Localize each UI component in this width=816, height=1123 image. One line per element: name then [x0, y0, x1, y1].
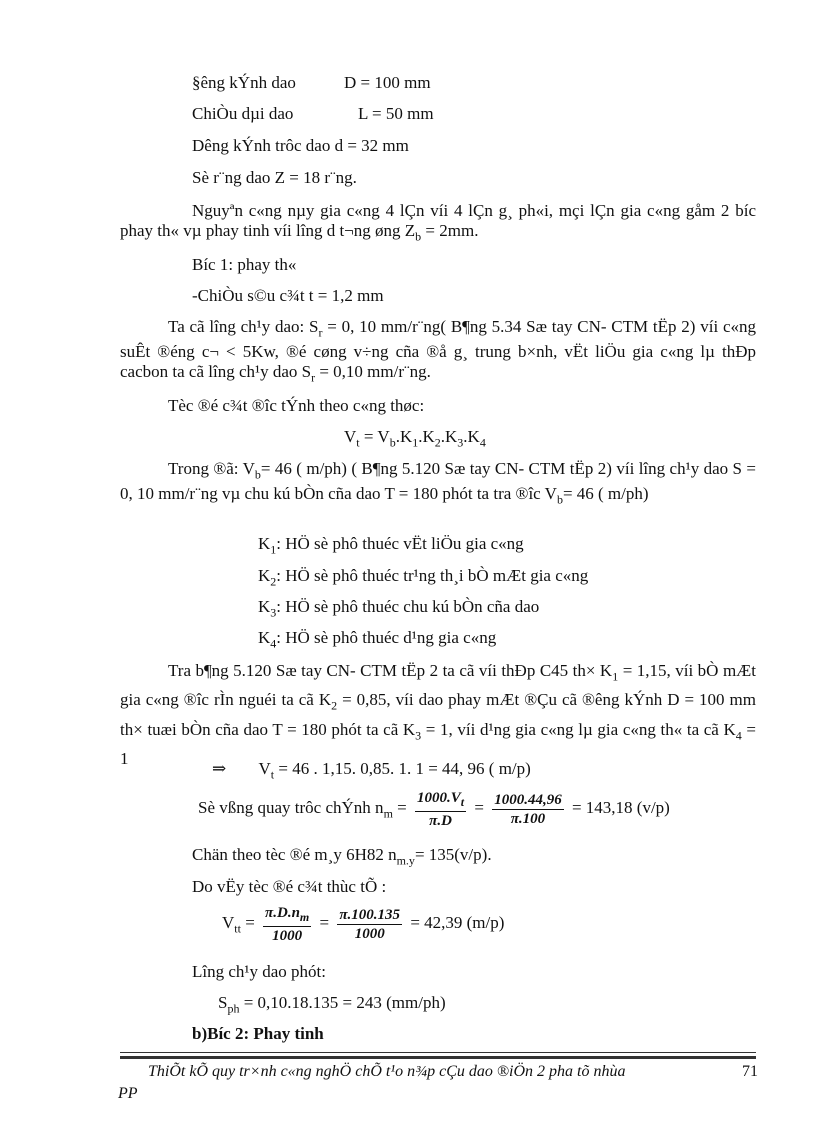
spec-teeth: Sè r¨ng dao Z = 18 r¨ng.	[192, 168, 357, 187]
nm-label: Sè vßng quay trôc chÝnh n	[198, 798, 384, 817]
feed-a: Ta cã lîng ch¹y dao: S	[168, 317, 319, 336]
sph-s: S	[218, 993, 228, 1012]
k-text: : HÖ sè phô thuéc tr¹ng th¸i bÒ mÆt gia c«ng	[276, 566, 589, 585]
vt-sub-1: 1	[412, 435, 419, 450]
nm-f1-num-sub: t	[460, 794, 465, 809]
trong-sub1: b	[254, 467, 261, 482]
k-text: : HÖ sè phô thuéc vËt liÖu gia c«ng	[276, 534, 524, 553]
vt-sub-4: 4	[479, 435, 486, 450]
spec-arbor: Dêng kÝnh trôc dao d = 32 mm	[192, 136, 409, 155]
step1-heading: Bíc 1: phay th«	[192, 255, 297, 274]
vtt-eq: =	[240, 913, 260, 932]
spec-length	[192, 104, 434, 124]
calc-vt-v: V	[258, 759, 271, 778]
calc-vt-value: = 46 . 1,15. 0,85. 1. 1 = 44, 96 ( m/p)	[274, 759, 531, 778]
speed-intro: Tèc ®é c¾t ®îc tÝnh theo c«ng thøc:	[168, 396, 425, 415]
nm-fraction-1	[415, 789, 466, 830]
footer-title-cont: PP	[118, 1085, 138, 1102]
tra-b: = 1,15, víi bÒ mÆt gia c«ng ®îc rÌn nguéi ta cã K	[120, 661, 757, 710]
k-sub: 2	[270, 574, 277, 589]
sph-value: = 0,10.18.135 = 243 (mm/ph)	[239, 993, 446, 1012]
vt-k1: .K	[395, 427, 413, 446]
footer-rule-thick	[120, 1056, 756, 1059]
feed-b: = 0, 10 mm/r¨ng( B¶ng 5.34 Sæ tay CN- CTM tËp 2) víi c«ng suÊt ®éng c¬ < 5Kw, ®é cøng v÷ng cña ®å g¸ trung b×nh, vËt liÖu gia c«ng lµ thÐp cacbon ta cã lîng ch¹y dao S	[120, 317, 756, 382]
vt-k3: .K	[440, 427, 458, 446]
vtt-f1-den: 1000	[272, 927, 303, 944]
actual-speed-formula	[222, 903, 504, 948]
calc-vt-sub: t	[270, 767, 275, 782]
feed-sub1: r	[318, 325, 323, 340]
chon-b: = 135(v/p).	[414, 845, 492, 864]
intro-sub: b	[415, 229, 422, 244]
paragraph-tra	[120, 659, 756, 770]
k-letter: K	[258, 628, 271, 647]
trong-a: Trong ®ã: V	[168, 459, 255, 478]
vt-sub-2: 2	[434, 435, 441, 450]
tra-d: = 1, víi d¹ng gia c«ng lµ gia c«ng th« ta cã K	[421, 719, 736, 739]
vt-k4: .K	[463, 427, 480, 446]
vtt-sub: tt	[234, 921, 241, 936]
implies-icon: ⇒	[212, 759, 227, 778]
nm-eq2: =	[474, 798, 489, 817]
speed-formula	[344, 427, 486, 452]
k-text: : HÖ sè phô thuéc d¹ng gia c«ng	[276, 628, 497, 647]
actual-speed-intro: Do vËy tèc ®é c¾t thùc tÕ :	[192, 877, 387, 896]
intro-text: Nguyªn c«ng nµy gia c«ng 4 lÇn víi 4 lÇn g¸ ph«i, mçi lÇn gia c«ng gåm 2 bíc phay th« vµ phay tinh víi lîng d t¬ng øng Z	[120, 201, 756, 240]
tra-e: = 1	[120, 719, 756, 769]
nm-sub: m	[383, 806, 393, 821]
spec-length-label: ChiÒu dµi dao	[192, 104, 294, 123]
chon-sub: m.y	[396, 853, 415, 868]
spec-diameter	[192, 73, 431, 93]
vtt-fraction-2	[337, 906, 402, 943]
vt-v: V	[344, 427, 357, 446]
trong-c: = 46 ( m/ph)	[562, 484, 649, 504]
vt-sub-b: b	[389, 435, 396, 450]
trong-b: = 46 ( m/ph) ( B¶ng 5.120 Sæ tay CN- CTM tËp 2) víi lîng ch¹y dao S = 0, 10 mm/r¨ng vµ chu kú bÒn cña dao T = 180 phót ta tra ®îc V	[120, 459, 756, 504]
vtt-f2-den: 1000	[354, 925, 385, 942]
vtt-f1-num-sub: m	[299, 909, 310, 924]
k-text: : HÖ sè phô thuéc chu kú bÒn cña dao	[276, 597, 540, 616]
tra-sub1: 1	[612, 669, 619, 684]
nm-fraction-2	[492, 791, 564, 828]
paragraph-feed	[120, 317, 756, 388]
sph-sub: ph	[227, 1001, 240, 1016]
spec-length-value: L = 50 mm	[358, 104, 434, 123]
vtt-eq2: =	[319, 913, 334, 932]
trong-sub2: b	[556, 492, 563, 507]
vtt-result: = 42,39 (m/p)	[410, 913, 505, 932]
k-item	[258, 628, 496, 653]
footer-title: ThiÕt kÕ quy tr×nh c«ng nghÖ chÕ t¹o n¾p cÇu dao ®iÖn 2 pha tõ nhùa	[148, 1063, 626, 1080]
chosen-speed	[192, 845, 492, 870]
spec-diameter-value: D = 100 mm	[344, 73, 431, 92]
tra-sub2: 2	[331, 698, 338, 713]
k-sub: 1	[270, 542, 277, 557]
vtt-fraction-1	[263, 904, 311, 945]
chon-a: Chän theo tèc ®é m¸y 6H82 n	[192, 845, 397, 864]
tra-c: = 0,85, víi dao phay mÆt ®Çu cã ®êng kÝnh D = 100 mm th× tuæi bÒn cña dao T = 180 phót ta cã K	[120, 690, 756, 739]
vt-sub-3: 3	[457, 435, 464, 450]
nm-f1-num: 1000.V	[417, 789, 461, 806]
k-item	[258, 597, 539, 622]
vtt-f2-num: π.100.135	[339, 906, 401, 923]
nm-eq: =	[392, 798, 411, 817]
spindle-speed-formula	[198, 788, 670, 833]
page-number: 71	[742, 1063, 758, 1080]
nm-f1-den: π.D	[429, 812, 452, 829]
feed-c: = 0,10 mm/r¨ng.	[315, 362, 431, 382]
cut-depth: -ChiÒu s©u c¾t t = 1,2 mm	[192, 286, 384, 305]
nm-f2-den: π.100	[510, 810, 546, 827]
paragraph-trong	[120, 459, 756, 510]
tra-a: Tra b¶ng 5.120 Sæ tay CN- CTM tËp 2 ta cã víi thÐp C45 th× K	[168, 661, 613, 680]
k-sub: 3	[270, 605, 277, 620]
intro-end: = 2mm.	[421, 221, 479, 240]
step2-heading: b)Bíc 2: Phay tinh	[192, 1024, 324, 1043]
k-sub: 4	[270, 636, 277, 651]
feed-per-minute-formula	[218, 993, 446, 1018]
vt-sub-t: t	[356, 435, 360, 450]
vt-k2: .K	[418, 427, 435, 446]
feed-sub2: r	[311, 370, 316, 385]
calc-vt	[212, 759, 531, 784]
tra-sub4: 4	[735, 728, 742, 743]
nm-f2-num: 1000.44,96	[494, 791, 562, 808]
vtt-v: V	[222, 913, 235, 932]
tra-sub3: 3	[415, 728, 422, 743]
nm-result: = 143,18 (v/p)	[571, 798, 670, 817]
k-item	[258, 566, 588, 591]
vt-eq: = V	[359, 427, 390, 446]
k-item	[258, 534, 524, 559]
vtt-f1-num: π.D.n	[265, 904, 300, 921]
feed-per-minute-label: Lîng ch¹y dao phót:	[192, 962, 326, 981]
paragraph-intro	[120, 201, 756, 246]
footer-rule-thin	[120, 1052, 756, 1053]
k-letter: K	[258, 566, 271, 585]
k-letter: K	[258, 597, 271, 616]
spec-diameter-label: §êng kÝnh dao	[192, 73, 296, 92]
k-letter: K	[258, 534, 271, 553]
